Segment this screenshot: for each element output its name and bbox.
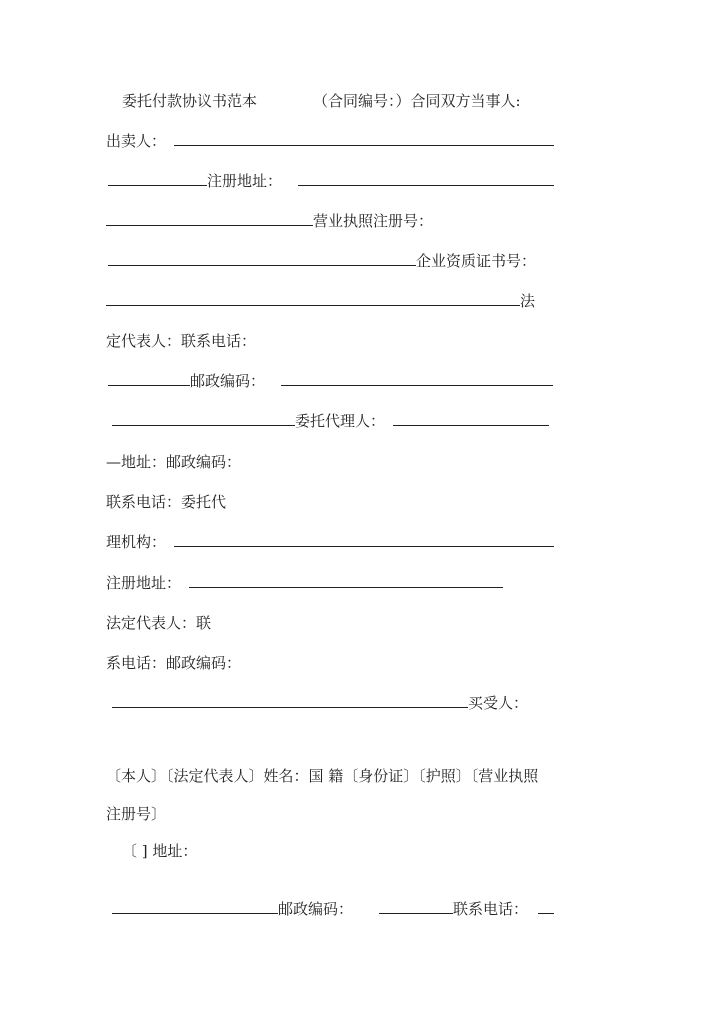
agency-phone-postcode-label: 系电话：邮政编码：	[106, 654, 242, 672]
buyer-identity-text-2: 注册号〕	[106, 805, 167, 823]
header-line	[122, 91, 521, 111]
seller-license-line	[106, 211, 433, 231]
agent-address-label: —地址：邮政编码：	[106, 453, 242, 471]
agency-address-blank[interactable]	[189, 575, 503, 588]
seller-legal-rep-phone-line	[106, 331, 256, 351]
document-title: 委托付款协议书范本	[122, 92, 258, 110]
agent-phone-line	[106, 492, 226, 512]
seller-postcode-blank[interactable]	[281, 373, 553, 386]
agency-legal-rep-line	[106, 613, 211, 633]
seller-agent-label: 委托代理人：	[295, 412, 386, 430]
buyer-address-label: 〔 ] 地址：	[122, 842, 198, 860]
seller-name-blank[interactable]	[174, 133, 554, 146]
buyer-identity-text-1: 〔本人〕〔法定代表人〕姓名：国 籍〔身份证〕〔护照〕〔营业执照	[106, 767, 539, 785]
seller-reg-address-line	[108, 171, 554, 191]
seller-reg-address-label: 注册地址：	[207, 172, 283, 190]
buyer-identity-line-2	[106, 804, 166, 824]
buyer-phone-blank[interactable]	[538, 901, 554, 914]
seller-phone-blank[interactable]	[108, 373, 190, 386]
seller-legal-rep-part2: 定代表人：联系电话：	[106, 332, 257, 350]
buyer-postcode-blank[interactable]	[379, 901, 453, 914]
seller-postcode-line	[108, 371, 553, 391]
seller-name-blank-cont[interactable]	[108, 173, 207, 186]
seller-reg-address-blank-cont[interactable]	[106, 213, 313, 226]
seller-postcode-label: 邮政编码：	[190, 372, 266, 390]
buyer-label: 买受人：	[468, 694, 529, 712]
agency-postcode-blank[interactable]	[112, 695, 468, 708]
buyer-address-blank[interactable]	[112, 901, 278, 914]
seller-license-blank[interactable]	[108, 253, 416, 266]
agency-label: 理机构：	[106, 533, 167, 551]
agency-legal-rep-label: 法定代表人：联	[106, 614, 212, 632]
buyer-postcode-phone-line	[112, 899, 554, 919]
seller-qualification-blank[interactable]	[106, 293, 520, 306]
seller-postcode-blank-cont[interactable]	[112, 413, 295, 426]
buyer-phone-label: 联系电话：	[453, 900, 529, 918]
seller-legal-rep-part1: 法	[520, 292, 536, 310]
agent-address-line	[106, 452, 241, 472]
agency-phone-postcode-line	[106, 653, 241, 673]
seller-qualification-label: 企业资质证书号：	[416, 252, 537, 270]
buyer-identity-line-1	[106, 766, 538, 786]
agency-line	[106, 532, 554, 552]
seller-legal-rep-line	[106, 291, 535, 311]
seller-line	[106, 131, 554, 151]
seller-agent-blank[interactable]	[393, 413, 549, 426]
seller-agent-line	[112, 411, 549, 431]
buyer-postcode-label: 邮政编码：	[278, 900, 354, 918]
seller-qualification-line	[108, 251, 536, 271]
contract-number: （合同编号：）合同双方当事人:	[313, 92, 521, 110]
seller-reg-address-blank[interactable]	[298, 173, 554, 186]
buyer-address-line	[122, 841, 197, 861]
agency-address-label: 注册地址：	[106, 574, 182, 592]
agency-blank[interactable]	[174, 534, 554, 547]
agency-address-line	[106, 573, 503, 593]
seller-license-label: 营业执照注册号：	[313, 212, 434, 230]
seller-label: 出卖人：	[106, 132, 167, 150]
buyer-line	[112, 693, 528, 713]
agent-phone-label: 联系电话：委托代	[106, 493, 227, 511]
